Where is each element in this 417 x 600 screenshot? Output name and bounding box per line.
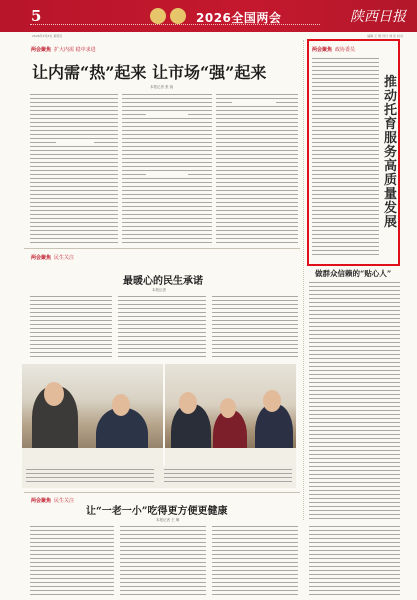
- text-column: [312, 58, 379, 258]
- event-title: 2026全国两会: [196, 11, 282, 25]
- editor-credits: 编辑 王 维 设计 刘 佳 校对: [367, 34, 403, 38]
- emblem-icon: [170, 8, 186, 24]
- divider: [24, 492, 300, 493]
- section-kicker: 两会聚焦 民生关注: [31, 498, 75, 504]
- article-byline: 本报记者 张 韵: [150, 85, 174, 89]
- issue-date: 2026年3月8日 星期日: [32, 34, 63, 38]
- article-byline: 本报记者 王 琳: [156, 518, 180, 522]
- text-column: [30, 296, 112, 358]
- photo-caption-area: [22, 466, 296, 488]
- masthead: [0, 0, 417, 32]
- news-photo: [165, 364, 296, 466]
- text-column: [30, 94, 118, 244]
- subheading: [146, 172, 188, 176]
- side-article-title: 推动托育服务高质量发展: [384, 75, 398, 230]
- article-headline: 让“一老一小”吃得更方便更健康: [86, 506, 228, 517]
- photo-caption: [164, 469, 292, 485]
- subheading: [232, 102, 276, 106]
- emblem-icon: [150, 8, 166, 24]
- article-headline: 做群众信赖的“贴心人”: [315, 269, 392, 278]
- article-headline: 最暖心的民生承诺: [123, 276, 203, 287]
- section-kicker: 两会聚焦 扩大内需 稳中求进: [31, 47, 96, 53]
- text-column: [118, 296, 206, 358]
- article-byline: 本报记者: [152, 288, 166, 292]
- text-column: [309, 526, 400, 596]
- page-number: 5: [31, 7, 42, 25]
- text-column: [120, 526, 206, 596]
- text-column: [309, 282, 400, 520]
- text-column: [212, 296, 298, 358]
- newspaper-logo: 陕西日报: [350, 9, 406, 25]
- column-divider: [303, 40, 304, 520]
- subheading: [56, 140, 94, 144]
- masthead-divider: [30, 24, 320, 27]
- text-column: [216, 94, 298, 244]
- text-column: [212, 526, 298, 596]
- subheading: [146, 114, 188, 118]
- news-photo: [22, 364, 163, 466]
- section-kicker: 两会聚焦 政协委员: [312, 47, 356, 53]
- text-column: [30, 526, 114, 596]
- article-headline: 让内需“热”起来 让市场“强”起来: [32, 63, 267, 82]
- section-kicker: 两会聚焦 民生关注: [31, 255, 75, 261]
- photo-caption: [26, 469, 154, 485]
- divider: [24, 248, 300, 249]
